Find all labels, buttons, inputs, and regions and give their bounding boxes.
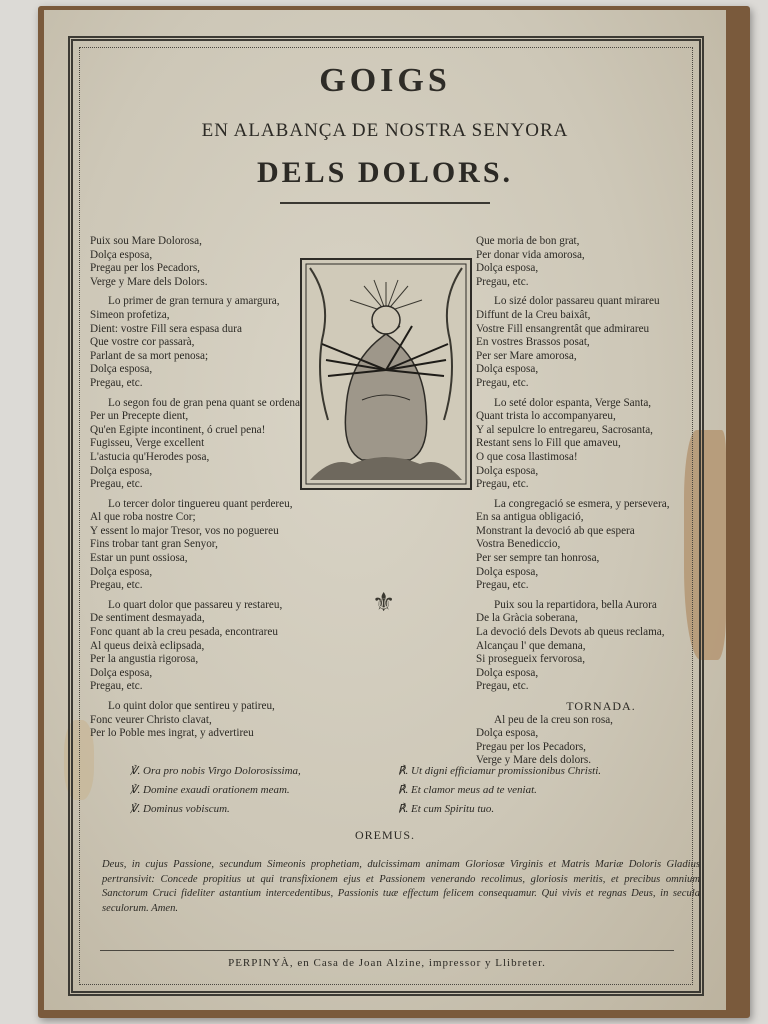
verse-line: Simeon profetiza, [90,308,170,321]
versicle-line: ℣. Domine exaudi orationem meam. [130,784,290,796]
verse-line: Pregau, etc. [90,376,143,389]
versicle-line: ℣. Ora pro nobis Virgo Dolorosissima, [130,765,301,777]
verse-line: Per lo Poble mes ingrat, y advertireu [90,727,254,740]
verse-line: De sentiment desmayada, [90,612,205,625]
verse-line: Per un Precepte dient, [90,410,189,423]
verse-line: Verge y Mare dels Dolors. [90,275,208,288]
verse-line: Lo primer de gran ternura y amargura, [108,295,280,308]
verse-line: Dolça esposa, [90,565,153,578]
verse-line: Dolça esposa, [476,262,539,275]
verse-line: L'astucia qu'Herodes posa, [90,450,210,463]
verse-line: Y essent lo major Tresor, vos no poguereu [90,524,279,537]
verse-line: De la Gràcia soberana, [476,612,578,625]
verse-line: Per donar vida amorosa, [476,248,585,261]
verse-line: Lo quint dolor que sentireu y patireu, [108,700,275,712]
verse-line: Parlant de sa mort penosa; [90,349,209,362]
verse-line: Per ser sempre tan honrosa, [476,552,600,565]
versicles-right [398,762,601,819]
stanza [90,700,350,741]
woodcut-illustration [300,258,472,490]
versicles-left [130,762,301,819]
verse-line: Dolça esposa, [90,464,153,477]
verse-line: Lo segon fou de gran pena quant se ordena [108,396,300,409]
verse-line: Fugisseu, Verge excellent [90,437,205,450]
verse-line: Fonc quant ab la creu pesada, encontrareu [90,626,278,639]
verse-line: Estar un punt ossiosa, [90,552,188,565]
right-verse-column [476,235,726,774]
verse-line: Verge y Mare dels dolors. [476,754,592,767]
prayer-text: Deus, in cujus Passione, secundum Simeonis prophetiam, dulcissimam animam Gloriosæ Virginis et Matris Mariæ Doloris Gladius pertransivit: Concede propitius ut qui transfixionem ejus et Passionem venerando recolimus, gloriosis meritis, et precibus omnium Sanctorum Cruci fideliter astantium intercedentibus, Passionis tuæ effectum felicem consequamur. Qui vivis et regnas Deus, in secula seculorum. Amen. [102,859,700,914]
verse-line: Al peu de la creu son rosa, [494,713,613,726]
verse-line: Diffunt de la Creu baixât, [476,308,591,321]
verse-line: Dient: vostre Fill sera espasa dura [90,322,242,335]
verse-line: Pregau, etc. [476,680,529,693]
verse-line: Pregau, etc. [90,579,143,592]
stanza [476,498,726,593]
verse-line: Que moria de bon grat, [476,235,580,247]
verse-line: La devoció dels Devots ab queus reclama, [476,626,665,639]
stanza [476,599,726,694]
verse-line: Dolça esposa, [476,727,539,740]
printer-imprint: PERPINYÀ, en Casa de Joan Alzine, impressor y Llibreter. [100,950,674,969]
verse-line: Dolça esposa, [476,464,539,477]
verse-line: Lo tercer dolor tinguereu quant perdereu, [108,497,293,510]
verse-line: Lo sizé dolor passareu quant mirareu [494,295,660,308]
verse-line: Per la angustia rigorosa, [90,653,199,666]
stanza [476,295,726,390]
verse-line: Fins trobar tant gran Senyor, [90,538,218,551]
verse-line: Dolça esposa, [476,565,539,578]
verse-line: Dolça esposa, [90,666,153,679]
stanza [90,599,350,694]
verse-line: La congregació se esmera, y persevera, [494,497,670,510]
verse-line: Que vostre cor passarà, [90,336,195,349]
verse-line: Dolça esposa, [476,666,539,679]
verse-line: Pregau per los Pecadors, [476,740,586,753]
verse-line: Restant sens lo Fill que amaveu, [476,437,621,450]
our-lady-of-sorrows-icon [302,260,470,488]
page-subtitle-2: DELS DOLORS. [256,156,514,189]
verse-line: Lo quart dolor que passareu y restareu, [108,598,283,611]
page-subtitle: EN ALABANÇA DE NOSTRA SENYORA [201,120,569,141]
verse-line: Quant trista lo accompanyareu, [476,410,616,423]
verse-line: Dolça esposa, [476,363,539,376]
oremus-heading: OREMUS. [354,828,415,842]
verse-line: Fonc veurer Christo clavat, [90,713,212,726]
response-line: ℟. Et cum Spiritu tuo. [398,803,495,815]
verse-line: Per ser Mare amorosa, [476,349,577,362]
fleur-de-lis-icon: ⚜ [372,588,396,617]
page-title: GOIGS [319,62,451,99]
verse-line: En vostres Brassos posat, [476,336,590,349]
verse-line: Pregau, etc. [90,680,143,693]
stanza [476,235,726,289]
verse-line: Al que roba nostre Cor; [90,511,196,524]
verse-line: Dolça esposa, [90,248,153,261]
title-divider [280,202,490,204]
stanza [476,397,726,492]
verse-line: En sa antigua obligació, [476,511,584,524]
verse-line: Pregau per los Pecadors, [90,262,200,275]
verse-line: Pregau, etc. [476,579,529,592]
verse-line: Al queus deixà eclipsada, [90,639,205,652]
stanza [90,498,350,593]
response-line: ℟. Ut digni efficiamur promissionibus Christi. [398,765,601,777]
response-line: ℟. Et clamor meus ad te veniat. [398,784,537,796]
verse-line: Qu'en Egipte incontinent, ó cruel pena! [90,423,266,436]
verse-line: Dolça esposa, [90,363,153,376]
tornada-heading: TORNADA. [566,699,636,713]
verse-line: Monstrant la devoció ab que espera [476,524,635,537]
verse-line: Y al sepulcre lo entregareu, Sacrosanta, [476,423,653,436]
verse-line: Puix sou Mare Dolorosa, [90,235,202,247]
tornada-stanza [476,714,726,768]
verse-line: O que cosa llastimosa! [476,450,578,463]
verse-line: Puix sou la repartidora, bella Aurora [494,598,657,611]
verse-line: Alcançau l' que demana, [476,639,586,652]
verse-line: Pregau, etc. [476,376,529,389]
printed-sheet [44,10,726,1010]
verse-line: Lo seté dolor espanta, Verge Santa, [494,396,652,409]
verse-line: Si prosegueix fervorosa, [476,653,586,666]
verse-line: Vostre Fill ensangrentât que admirareu [476,322,650,335]
verse-line: Vostra Benediccio, [476,538,561,551]
verse-line: Pregau, etc. [476,478,529,491]
verse-line: Pregau, etc. [90,478,143,491]
verse-line: Pregau, etc. [476,275,529,288]
versicle-line: ℣. Dominus vobiscum. [130,803,230,815]
